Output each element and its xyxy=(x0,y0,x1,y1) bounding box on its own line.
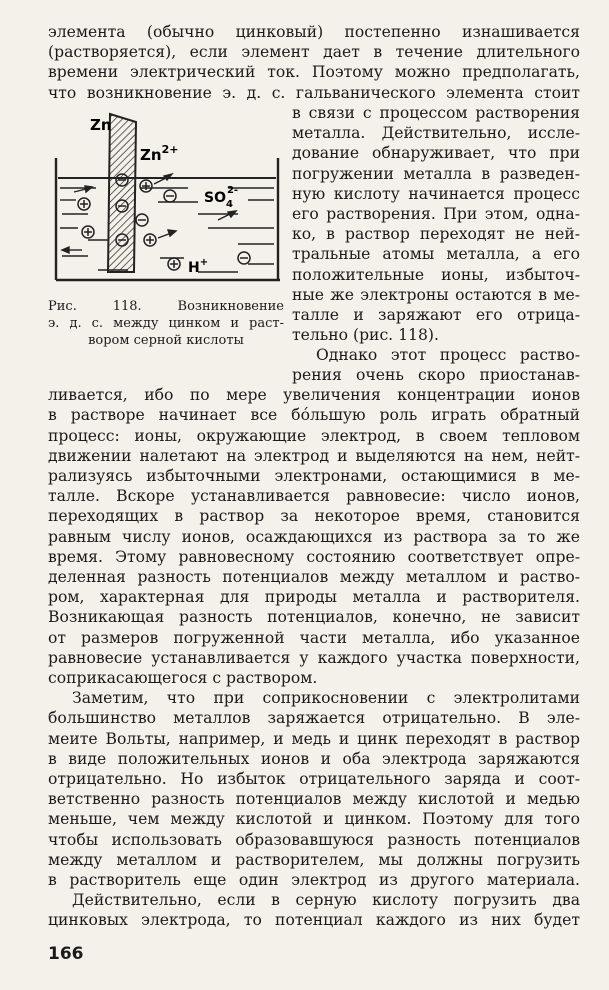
text-line: процесс: ионы, окружающие электрод, в своем тепловом xyxy=(48,426,580,445)
text-line: отрицательно. Но избыток отрицательного заряда и соот- xyxy=(48,770,580,789)
text-line: талле. Вскоре устанавливается равновесие: число ионов, xyxy=(48,487,580,506)
text-line: меньше, чем между кислотой и цинком. Поэтому для того xyxy=(48,810,580,829)
text-line: между металлом и растворителем, мы должны погрузить xyxy=(48,850,580,869)
text-line: ветственно разность потенциалов между кислотой и медью xyxy=(48,790,580,809)
side-paragraph xyxy=(292,103,580,366)
text-line: Заметим, что при соприкосновении с электролитами xyxy=(72,689,580,708)
text-line: цинковых электрода, то потенциал каждого из них будет xyxy=(48,911,580,930)
text-line: чтобы использовать образовавшуюся разность потенциалов xyxy=(48,830,580,849)
text-line: в растворитель еще один электрод из другого материала. xyxy=(48,871,580,890)
caption-line: Рис. 118. Возникновение xyxy=(48,299,284,314)
caption-line: э. д. с. между цинком и раст- xyxy=(48,316,284,331)
figure-caption xyxy=(48,298,284,349)
text-line: его растворения. При этом, одна- xyxy=(292,205,580,224)
text-line: тральные атомы металла, а его xyxy=(292,245,580,264)
zinc-electrode xyxy=(108,114,136,272)
text-line: в связи с процессом растворения xyxy=(292,104,580,122)
text-line: дование обнаруживает, что при xyxy=(292,144,580,163)
text-line: погружении металла в разведен- xyxy=(292,164,580,183)
text-line: ко, в раствор переходят не ней- xyxy=(292,225,580,244)
text-line: элемента (обычно цинковый) постепенно изнашивается xyxy=(48,23,580,41)
caption-line: вором серной кислоты xyxy=(88,333,244,348)
text-line: положительные ионы, избыточ- xyxy=(292,265,580,284)
text-line: переходящих в раствор за некоторое время, становится xyxy=(48,507,580,526)
text-line: ром, характерная для природы металла и растворителя. xyxy=(48,588,580,607)
text-line: от размеров погруженной части металла, ибо указанное xyxy=(48,628,580,647)
text-line: движении налетают на электрод и выделяются на нем, нейт- xyxy=(48,446,580,465)
text-line: тельно (рис. 118). xyxy=(292,326,439,345)
zn2-label: $Zn^{2+}$ xyxy=(140,143,179,164)
figure-zinc-in-acid xyxy=(48,108,280,308)
h-label: H+ xyxy=(188,257,209,276)
page-number: 166 xyxy=(48,944,84,964)
text-line: меите Вольты, например, и медь и цинк переходят в раствор xyxy=(48,729,580,748)
text-line: ные же электроны остаются в ме- xyxy=(292,285,580,304)
text-line: ную кислоту начинается процесс xyxy=(292,184,580,203)
main-paragraph xyxy=(48,365,580,931)
text-line: время. Этому равновесному состоянию соответствует опре- xyxy=(48,547,580,566)
text-line: рения очень скоро приостанав- xyxy=(292,366,580,384)
text-line: талле и заряжают его отрица- xyxy=(292,306,580,325)
text-line: (растворяется), если элемент дает в течение длительного xyxy=(48,43,580,62)
text-line: металла. Действительно, иссле- xyxy=(292,124,580,143)
text-line: Действительно, если в серную кислоту погрузить два xyxy=(72,891,580,910)
text-line: в виде положительных ионов и оба электрода заряжаются xyxy=(48,749,580,768)
top-paragraph xyxy=(48,22,580,103)
text-line: ливается, ибо по мере увеличения концентрации ионов xyxy=(48,386,580,405)
zn-label: Zn xyxy=(90,116,112,134)
text-line: в растворе начинает все бо́льшую роль играть обратный xyxy=(48,406,580,425)
text-line: большинство металлов заряжается отрицательно. В эле- xyxy=(48,709,580,728)
text-line: равновесие устанавливается у каждого участка поверхности, xyxy=(48,648,580,667)
text-line: соприкасающегося с раствором. xyxy=(48,669,318,688)
text-line: Возникающая разность потенциалов, конечно, не зависит xyxy=(48,608,580,627)
text-line: Однако этот процесс раство- xyxy=(316,346,580,365)
text-line: равным числу ионов, осаждающихся из раствора за то же xyxy=(48,527,580,546)
text-line: деленная разность потенциалов между металлом и раство- xyxy=(48,568,580,587)
so4-label: $SO_42-$ xyxy=(204,185,239,210)
text-line: времени электрический ток. Поэтому можно предполагать, xyxy=(48,63,580,82)
text-line: что возникновение э. д. с. гальванического элемента стоит xyxy=(48,83,580,102)
text-line: рализуясь избыточными электронами, остающимися в ме- xyxy=(48,467,580,486)
